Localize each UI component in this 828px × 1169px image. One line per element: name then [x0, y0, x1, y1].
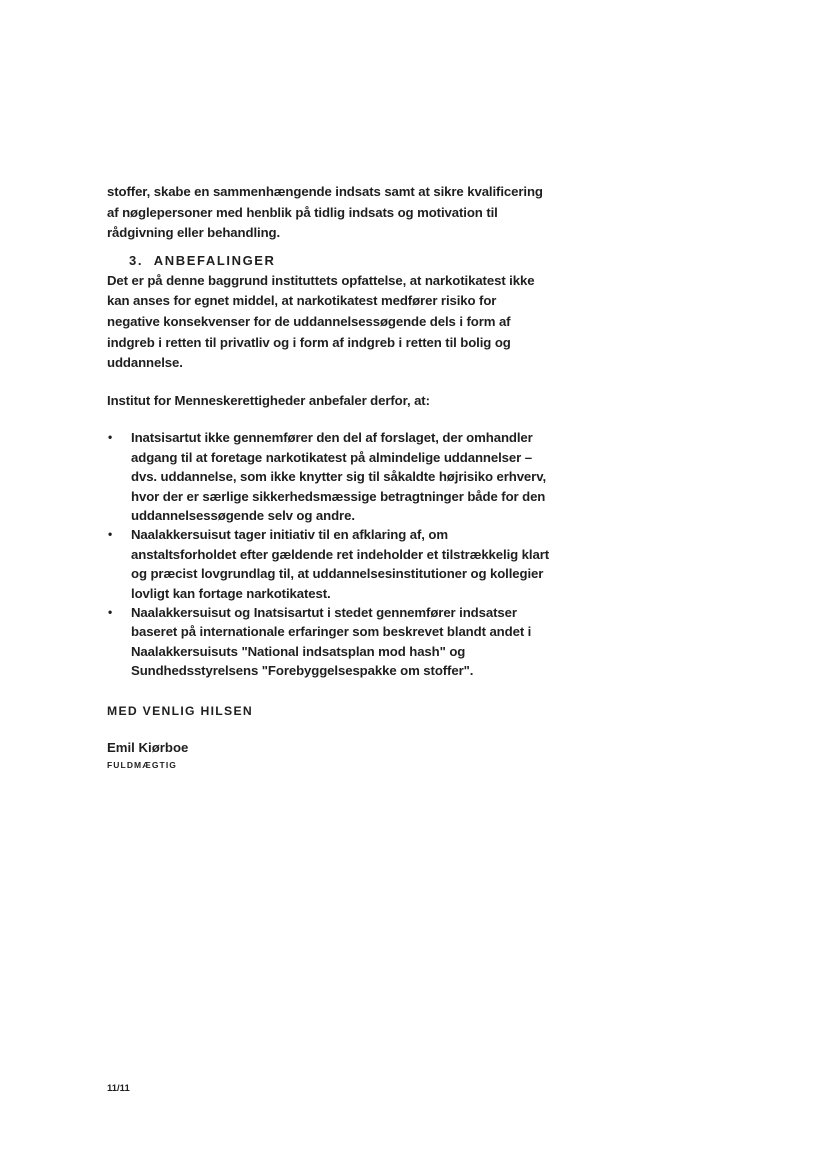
- signer-title: FULDMÆGTIG: [107, 759, 178, 770]
- section-heading: [129, 251, 552, 271]
- recommendation-list: [107, 428, 552, 680]
- section-number: 3.: [129, 252, 144, 268]
- closing-salutation: MED VENLIG HILSEN: [107, 703, 254, 718]
- section-title: ANBEFALINGER: [153, 252, 276, 268]
- recommendation-text: Naalakkersuisut og Inatsisartut i stedet gennemfører indsatser baseret på internationale erfaringer som beskrevet blandt andet i Naalakkersuisuts "National indsatsplan mod hash" og Sundhedsstyrelsens "Forebyggelsespakke om stoffer".: [131, 605, 532, 679]
- list-item: [107, 428, 552, 525]
- recommendation-text: Naalakkersuisut tager initiativ til en afklaring af, om anstaltsforholdet efter gældende ret indeholder et tilstrækkelig klart og præcist lovgrundlag til, at uddannelsesinstitutioner og kollegier lovligt kan fortage narkotikatest.: [131, 527, 550, 601]
- bullet-icon: •: [108, 527, 113, 542]
- recommendation-intro: Institut for Menneskerettigheder anbefaler derfor, at:: [107, 392, 430, 408]
- recommendation-text: Inatsisartut ikke gennemfører den del af forslaget, der omhandler adgang til at foretage narkotikatest på almindelige uddannelser – dvs. uddannelse, som ikke knytter sig til såkaldte højrisiko erhverv, hvor der er særlige sikkerhedsmæssige betragtninger både for den uddannelsessøgende selv og andre.: [131, 430, 547, 523]
- continuation-paragraph: stoffer, skabe en sammenhængende indsats samt at sikre kvalificering af nøglepersoner med henblik på tidlig indsats og motivation til rådgivning eller behandling.: [107, 184, 543, 241]
- document-body: [107, 182, 552, 772]
- section-paragraph: Det er på denne baggrund instituttets opfattelse, at narkotikatest ikke kan anses for egnet middel, at narkotikatest medfører risiko for negative konsekvenser for de uddannelsessøgende dels i form af indgreb i retten til privatliv og i form af indgreb i retten til bolig og uddannelse.: [107, 272, 535, 371]
- list-item: [107, 603, 552, 681]
- bullet-icon: •: [108, 605, 113, 619]
- signer-name: Emil Kiørboe: [107, 739, 189, 755]
- bullet-icon: •: [108, 430, 113, 445]
- list-item: [107, 525, 552, 603]
- page-number: 11/11: [107, 1083, 130, 1094]
